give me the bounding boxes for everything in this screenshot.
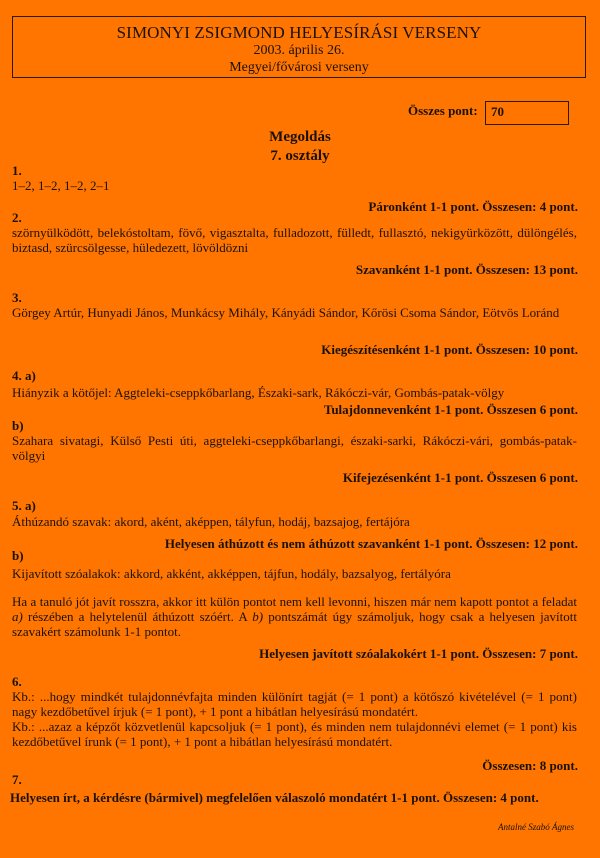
author-signature: Antalné Szabó Ágnes [498, 822, 574, 832]
task-5b-note [12, 594, 577, 639]
competition-date: 2003. április 26. [253, 43, 345, 58]
task-4a-score: Tulajdonnevenként 1-1 pont. Összesen 6 pont. [323, 402, 578, 417]
task-5b-score: Helyesen javított szóalakokért 1-1 pont. Összesen: 7 pont. [259, 646, 578, 661]
task-4b-score: Kifejezésenként 1-1 pont. Összesen 6 pont. [342, 470, 578, 485]
task-5b-number: b) [12, 548, 24, 563]
task-6-number: 6. [12, 674, 22, 689]
task-3-answer: Görgey Artúr, Hunyadi János, Munkácsy Mihály, Kányádi Sándor, Kőrösi Csoma Sándor, Eötvös Loránd [12, 305, 560, 320]
task-7-number: 7. [12, 772, 22, 787]
note-part-1: Ha a tanuló jót javít rosszra, akkor itt külön pontot nem kell levonni, hiszen már nem kapott pontot a feladat [12, 594, 577, 609]
task-1-score: Páronként 1-1 pont. Összesen: 4 pont. [368, 199, 578, 214]
task-5a-score: Helyesen áthúzott és nem áthúzott szavanként 1-1 pont. Összesen: 12 pont. [164, 536, 578, 551]
task-4a-answer: Hiányzik a kötőjel: Aggteleki-cseppkőbarlang, Északi-sark, Rákóczi-vár, Gombás-patak-völgy [12, 385, 505, 400]
total-value: 70 [485, 101, 569, 125]
task-5b-answer: Kijavított szóalakok: akkord, akként, akképpen, tájfun, hodály, bazsalyog, fertályóra [12, 566, 451, 581]
solution-heading [0, 128, 600, 166]
note-ref-b: b) [252, 609, 264, 624]
task-2-answer: szörnyülködött, belekóstoltam, fövő, vigasztalta, fulladozott, fülledt, fullasztó, nekigyürközött, dülöngélés, biztasd, szürcsölgesse, hüledezett, lövöldözni [12, 225, 577, 255]
task-7-text: Helyesen írt, a kérdésre (bármivel) megfelelően válaszoló mondatért 1-1 pont. Összesen: 4 pont. [10, 790, 539, 805]
task-1-number: 1. [12, 163, 22, 178]
note-part-2: részében a helytelenül áthúzott szóért. A [22, 609, 253, 624]
task-6-line-2: Kb.: ...azaz a képzőt közvetlenül kapcsoljuk (= 1 pont), és minden nem tulajdonnévi elemet (= 1 pont) kis kezdőbetűvel írunk (= 1 pont), + 1 pont a hibátlan helyesírású mondatért. [12, 719, 577, 749]
task-6-score: Összesen: 8 pont. [482, 758, 578, 773]
competition-level: Megyei/fővárosi verseny [229, 60, 369, 75]
note-part-3: pontszámát úgy számoljuk, hogy csak a helyesen javított szavakért számolunk 1-1 pontot. [12, 609, 577, 639]
task-3-score: Kiegészítésenként 1-1 pont. Összesen: 10 pont. [321, 342, 578, 357]
grade-label: 7. osztály [270, 148, 330, 164]
competition-title: SIMONYI ZSIGMOND HELYESÍRÁSI VERSENY [116, 23, 482, 42]
task-4b-number: b) [12, 418, 24, 433]
task-1-answer: 1–2, 1–2, 1–2, 2–1 [12, 178, 110, 193]
task-5a-number: 5. a) [12, 498, 36, 513]
task-5a-answer: Áthúzandó szavak: akord, aként, aképpen, tályfun, hodáj, bazsajog, fertájóra [12, 514, 410, 529]
solution-title: Megoldás [269, 129, 331, 145]
task-2-score: Szavanként 1-1 pont. Összesen: 13 pont. [355, 262, 578, 277]
header-box [12, 16, 586, 78]
task-2-number: 2. [12, 210, 22, 225]
task-6-line-1: Kb.: ...hogy mindkét tulajdonnévfajta minden különírt tagját (= 1 pont) a kötőszó kivételével (= 1 pont) nagy kezdőbetűvel írjuk (= 1 pont), + 1 pont a hibátlan helyesírású mondatért. [12, 689, 577, 719]
task-4a-number: 4. a) [12, 368, 36, 383]
task-4b-answer: Szahara sivatagi, Külső Pesti úti, aggteleki-cseppkőbarlangi, északi-sarki, Rákóczi-vári, gombás-patak-völgyi [12, 433, 577, 463]
total-label: Összes pont: [408, 103, 478, 118]
note-ref-a: a) [12, 609, 23, 624]
task-3-number: 3. [12, 290, 22, 305]
